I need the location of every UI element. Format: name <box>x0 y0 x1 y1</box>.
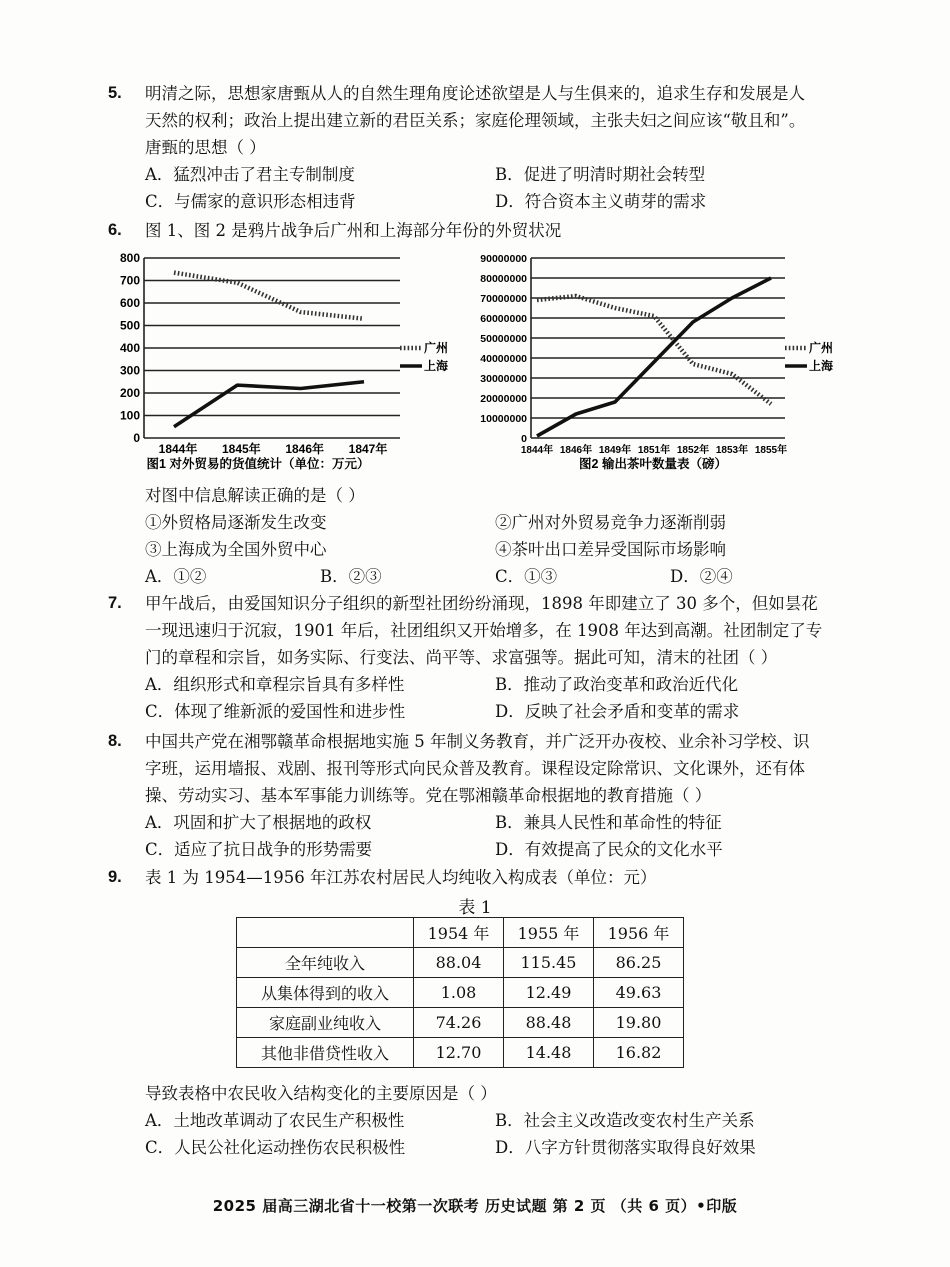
question-number: 8. <box>108 732 122 750</box>
x-tick-label: 1851年 <box>637 445 671 456</box>
question-number: 5. <box>108 84 122 102</box>
x-tick-label: 1846年 <box>285 442 325 456</box>
table-cell: 全年纯收入 <box>237 948 414 978</box>
statements <box>145 509 868 563</box>
y-tick-label: 200 <box>119 386 140 400</box>
x-tick-label: 1847年 <box>348 442 388 456</box>
option-d[interactable]: D．②④ <box>670 567 733 586</box>
option-d[interactable]: D．符合资本主义萌芽的需求 <box>495 192 707 211</box>
option-b[interactable]: B．推动了政治变革和政治近代化 <box>495 675 739 694</box>
table-cell: 86.25 <box>594 948 684 978</box>
y-tick-label: 10000000 <box>480 413 527 425</box>
y-tick-label: 30000000 <box>480 373 527 385</box>
table-header-row <box>237 918 684 948</box>
table-row <box>237 1038 684 1068</box>
options <box>145 161 868 215</box>
question-stem: 中国共产党在湘鄂赣革命根据地实施 5 年制义务教育，并广泛开办夜校、业余补习学校、识 字班，运用墙报、戏剧、报刊等形式向民众普及教育。课程设定除常识、文化课外，还有体 操、劳动实习、基本军事能力训练等。党在鄂湘赣革命根据地的教育措施（ ） <box>145 732 810 805</box>
table-header-cell: 1955 年 <box>504 918 594 948</box>
legend-label: 广州 <box>809 341 834 355</box>
y-tick-label: 0 <box>133 431 140 445</box>
option-c[interactable]: C．适应了抗日战争的形势需要 <box>145 840 373 859</box>
option-b[interactable]: B．社会主义改造改变农村生产关系 <box>495 1111 755 1130</box>
table-row <box>237 1008 684 1038</box>
y-tick-label: 600 <box>119 296 140 310</box>
y-tick-label: 60000000 <box>480 313 527 325</box>
table-cell: 88.48 <box>504 1008 594 1038</box>
statement-2: ②广州对外贸易竞争力逐渐削弱 <box>495 513 726 532</box>
question-5 <box>108 80 868 215</box>
table-cell: 88.04 <box>414 948 504 978</box>
option-a[interactable]: A．巩固和扩大了根据地的政权 <box>145 813 372 832</box>
page-footer: 2025 届高三湖北省十一校第一次联考 历史试题 第 2 页 （共 6 页）•印版 <box>212 1197 738 1215</box>
x-tick-label: 1845年 <box>221 442 261 456</box>
option-d[interactable]: D．八字方针贯彻落实取得良好效果 <box>495 1138 756 1157</box>
question-stem: 明清之际，思想家唐甄从人的自然生理角度论述欲望是人与生俱来的，追求生存和发展是人 天然的权利；政治上提出建立新的君臣关系；家庭伦理领域，主张夫妇之间应该“敬且和”。 唐甄的思想（ ） <box>145 84 806 157</box>
option-a[interactable]: A．土地改革调动了农民生产积极性 <box>145 1111 405 1130</box>
option-a[interactable]: A．猛烈冲击了君主专制制度 <box>145 165 355 184</box>
table-cell: 16.82 <box>594 1038 684 1068</box>
table-cell: 19.80 <box>594 1008 684 1038</box>
question-7 <box>108 590 868 725</box>
chart-figure-2 <box>455 246 850 476</box>
option-d[interactable]: D．有效提高了民众的文化水平 <box>495 840 723 859</box>
y-tick-label: 400 <box>119 341 140 355</box>
legend-label: 上海 <box>424 359 449 373</box>
series-line-shanghai <box>174 382 364 427</box>
table-cell: 74.26 <box>414 1008 504 1038</box>
table-row <box>237 948 684 978</box>
x-tick-label: 1844年 <box>158 442 198 456</box>
table-header-cell: 1954 年 <box>414 918 504 948</box>
chart-figure-1 <box>108 246 453 476</box>
legend-label: 广州 <box>424 341 449 355</box>
option-a[interactable]: A．①② <box>145 567 207 586</box>
legend-label: 上海 <box>809 359 834 373</box>
option-c[interactable]: C．①③ <box>495 567 558 586</box>
question-6 <box>108 217 868 244</box>
y-tick-label: 100 <box>119 408 140 423</box>
option-c[interactable]: C．与儒家的意识形态相违背 <box>145 192 356 211</box>
question-prompt: 导致表格中农民收入结构变化的主要原因是（ ） <box>145 1084 497 1103</box>
y-tick-label: 50000000 <box>480 333 527 345</box>
question-number: 9. <box>108 868 122 886</box>
table-cell: 其他非借贷性收入 <box>237 1038 414 1068</box>
y-tick-label: 800 <box>119 251 140 265</box>
table-cell: 115.45 <box>504 948 594 978</box>
chart-title: 图1 对外贸易的货值统计（单位：万元） <box>146 457 370 471</box>
table-cell: 家庭副业纯收入 <box>237 1008 414 1038</box>
option-b[interactable]: B．兼具人民性和革命性的特征 <box>495 813 722 832</box>
option-b[interactable]: B．促进了明清时期社会转型 <box>495 165 706 184</box>
question-8 <box>108 728 868 863</box>
y-tick-label: 700 <box>119 273 140 288</box>
x-tick-label: 1849年 <box>598 445 632 456</box>
question-stem: 甲午战后，由爱国知识分子组织的新型社团纷纷涌现，1898 年即建立了 30 多个，但如昙花 一现迅速归于沉寂，1901 年后，社团组织又开始增多，在 1908 年达到高潮。社团制定了专 门的章程和宗旨，如务实际、行变法、尚平等、求富强等。据此可知，清末的社团（ ） <box>145 594 823 667</box>
option-b[interactable]: B．②③ <box>320 567 382 586</box>
option-c[interactable]: C．人民公社化运动挫伤农民积极性 <box>145 1138 406 1157</box>
options <box>145 1107 868 1161</box>
question-9 <box>108 864 868 891</box>
table-cell: 12.70 <box>414 1038 504 1068</box>
option-a[interactable]: A．组织形式和章程宗旨具有多样性 <box>145 675 405 694</box>
table-cell: 12.49 <box>504 978 594 1008</box>
question-9-body <box>108 1080 868 1161</box>
statement-1: ①外贸格局逐渐发生改变 <box>145 513 327 532</box>
y-tick-label: 40000000 <box>480 353 527 365</box>
statement-3: ③上海成为全国外贸中心 <box>145 540 327 559</box>
series-line-guangzhou <box>537 296 771 404</box>
table-cell: 1.08 <box>414 978 504 1008</box>
question-stem: 表 1 为 1954—1956 年江苏农村居民人均纯收入构成表（单位：元） <box>145 868 657 887</box>
x-tick-label: 1852年 <box>676 445 710 456</box>
question-stem: 图 1、图 2 是鸦片战争后广州和上海部分年份的外贸状况 <box>145 221 562 240</box>
option-c[interactable]: C．体现了维新派的爱国性和进步性 <box>145 702 406 721</box>
table-header-cell <box>237 918 414 948</box>
table-cell: 从集体得到的收入 <box>237 978 414 1008</box>
y-tick-label: 70000000 <box>480 293 527 305</box>
x-tick-label: 1853年 <box>715 445 749 456</box>
table-title: 表 1 <box>458 898 492 918</box>
table-cell: 49.63 <box>594 978 684 1008</box>
chart-title: 图2 输出茶叶数量表（磅） <box>579 457 727 471</box>
options <box>145 563 868 590</box>
y-tick-label: 20000000 <box>480 393 527 405</box>
series-line-guangzhou <box>174 273 364 319</box>
x-tick-label: 1844年 <box>520 445 554 456</box>
x-tick-label: 1846年 <box>559 445 593 456</box>
y-tick-label: 80000000 <box>480 273 527 285</box>
income-table <box>236 917 684 1068</box>
y-tick-label: 0 <box>521 433 527 445</box>
question-6-body <box>108 482 868 590</box>
question-prompt: 对图中信息解读正确的是（ ） <box>145 486 365 505</box>
question-number: 7. <box>108 594 122 612</box>
option-d[interactable]: D．反映了社会矛盾和变革的需求 <box>495 702 740 721</box>
question-number: 6. <box>108 221 122 239</box>
table-header-cell: 1956 年 <box>594 918 684 948</box>
series-line-shanghai <box>537 278 771 436</box>
table-row <box>237 978 684 1008</box>
options <box>145 809 868 863</box>
y-tick-label: 90000000 <box>480 253 527 265</box>
y-tick-label: 300 <box>119 363 140 378</box>
y-tick-label: 500 <box>119 318 140 333</box>
x-tick-label: 1855年 <box>754 445 788 456</box>
statement-4: ④茶叶出口差异受国际市场影响 <box>495 540 726 559</box>
table-cell: 14.48 <box>504 1038 594 1068</box>
options <box>145 671 868 725</box>
